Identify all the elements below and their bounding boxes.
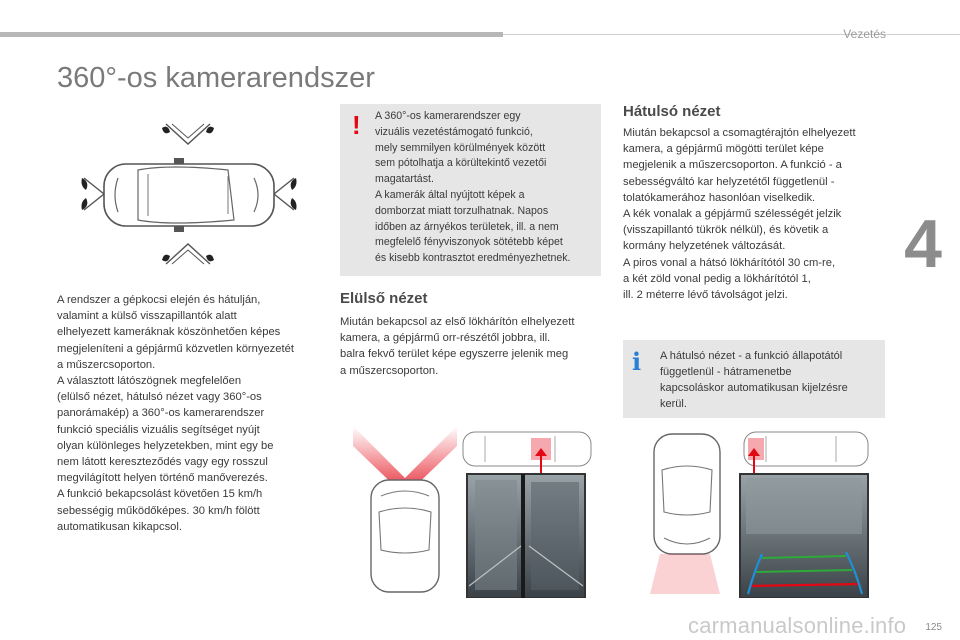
front-view-heading: Elülső nézet [340, 290, 428, 307]
info-icon: i [632, 347, 642, 376]
front-view-text: Miután bekapcsol az első lökhárítón elhelyezett kamera, a gépjármű orr-részétől jobbra, ill. balra fekvő terület képe egyszerre jelenik meg a műszercsoporton. [340, 316, 575, 377]
warning-box [340, 104, 601, 276]
camera-right-icon [274, 178, 297, 210]
car-front-perspective [650, 434, 720, 594]
rear-camera-screen [740, 474, 868, 598]
rear-view-text: Miután bekapcsol a csomagtérajtón elhelyezett kamera, a gépjármű mögötti terület képe megjelenik a műszercsoporton. A funkció - a sebességváltó kar helyzetétől függetlenül - tolatókamerához hasonlóan viselkedik. A kék vonalak a gépjármű szélességét jelzik (visszapillantó tükrök nélkül), és követik a kormány helyzetének változását. A piros vonal a hátsó lökhárítótól 30 cm-re, a két zöld vonal pedig a lökhárítótól 1, ill. 2 méterre lévő távolságot jelzi. [623, 127, 856, 302]
car-body-topview [104, 158, 274, 232]
front-view-illustration [345, 426, 605, 598]
camera-left-icon [82, 178, 105, 210]
watermark: carmanualsonline.info [688, 613, 907, 638]
header-bar [0, 32, 503, 37]
camera-front-icon [162, 124, 214, 144]
header-rule [503, 34, 960, 35]
car-rear-perspective [371, 480, 439, 592]
front-camera-screen [467, 474, 585, 598]
warning-icon: ! [352, 110, 361, 140]
intro-paragraph: A rendszer a gépkocsi elején és hátulján, valamint a külső visszapillantók alatt elhelyezett kameráknak köszönhetően képes megjeleníteni a gépjármű közvetlen környezetét a műszercsoporton. A választott látószögnek megfelelően (elülső nézet, hátulsó nézet vagy 360°-os panorámakép) a 360°-os kamerarendszer funkció speciális vizuális segítséget nyújt olyan különleges helyzetekben, mint egy be nem látott kereszteződés vagy egy rosszul megvilágított helyen történő manőverezés. A funkció bekapcsolást követően 15 km/h sebességig működőképes. 30 km/h fölött automatikusan kikapcsol. [57, 294, 294, 533]
rear-view-illustration [650, 426, 872, 598]
rear-camera-zone [650, 554, 720, 594]
page-title: 360°-os kamerarendszer [57, 62, 375, 94]
section-label: Vezetés [843, 27, 886, 41]
car-topview-illustration [78, 118, 300, 270]
page-number: 125 [925, 622, 942, 633]
chapter-number: 4 [904, 206, 942, 282]
warning-text: A 360°-os kamerarendszer egy vizuális vezetéstámogató funkció, mely semmilyen körülmények között sem pótolhatja a körültekintő vezetői magatartást. A kamerák által nyújtott képek a domborzat miatt torzulhatnak. Napos időben az árnyékos területek, ill. a nem megfelelő fényviszonyok sötétebb képet és kisebb kontrasztot eredményezhetnek. [375, 110, 571, 265]
info-text: A hátulsó nézet - a funkció állapotától függetlenül - hátramenetbe kapcsoláskor automatikusan kijelzésre kerül. [660, 350, 848, 410]
camera-rear-icon [162, 244, 214, 264]
rear-view-heading: Hátulsó nézet [623, 103, 721, 120]
info-box [623, 340, 885, 418]
